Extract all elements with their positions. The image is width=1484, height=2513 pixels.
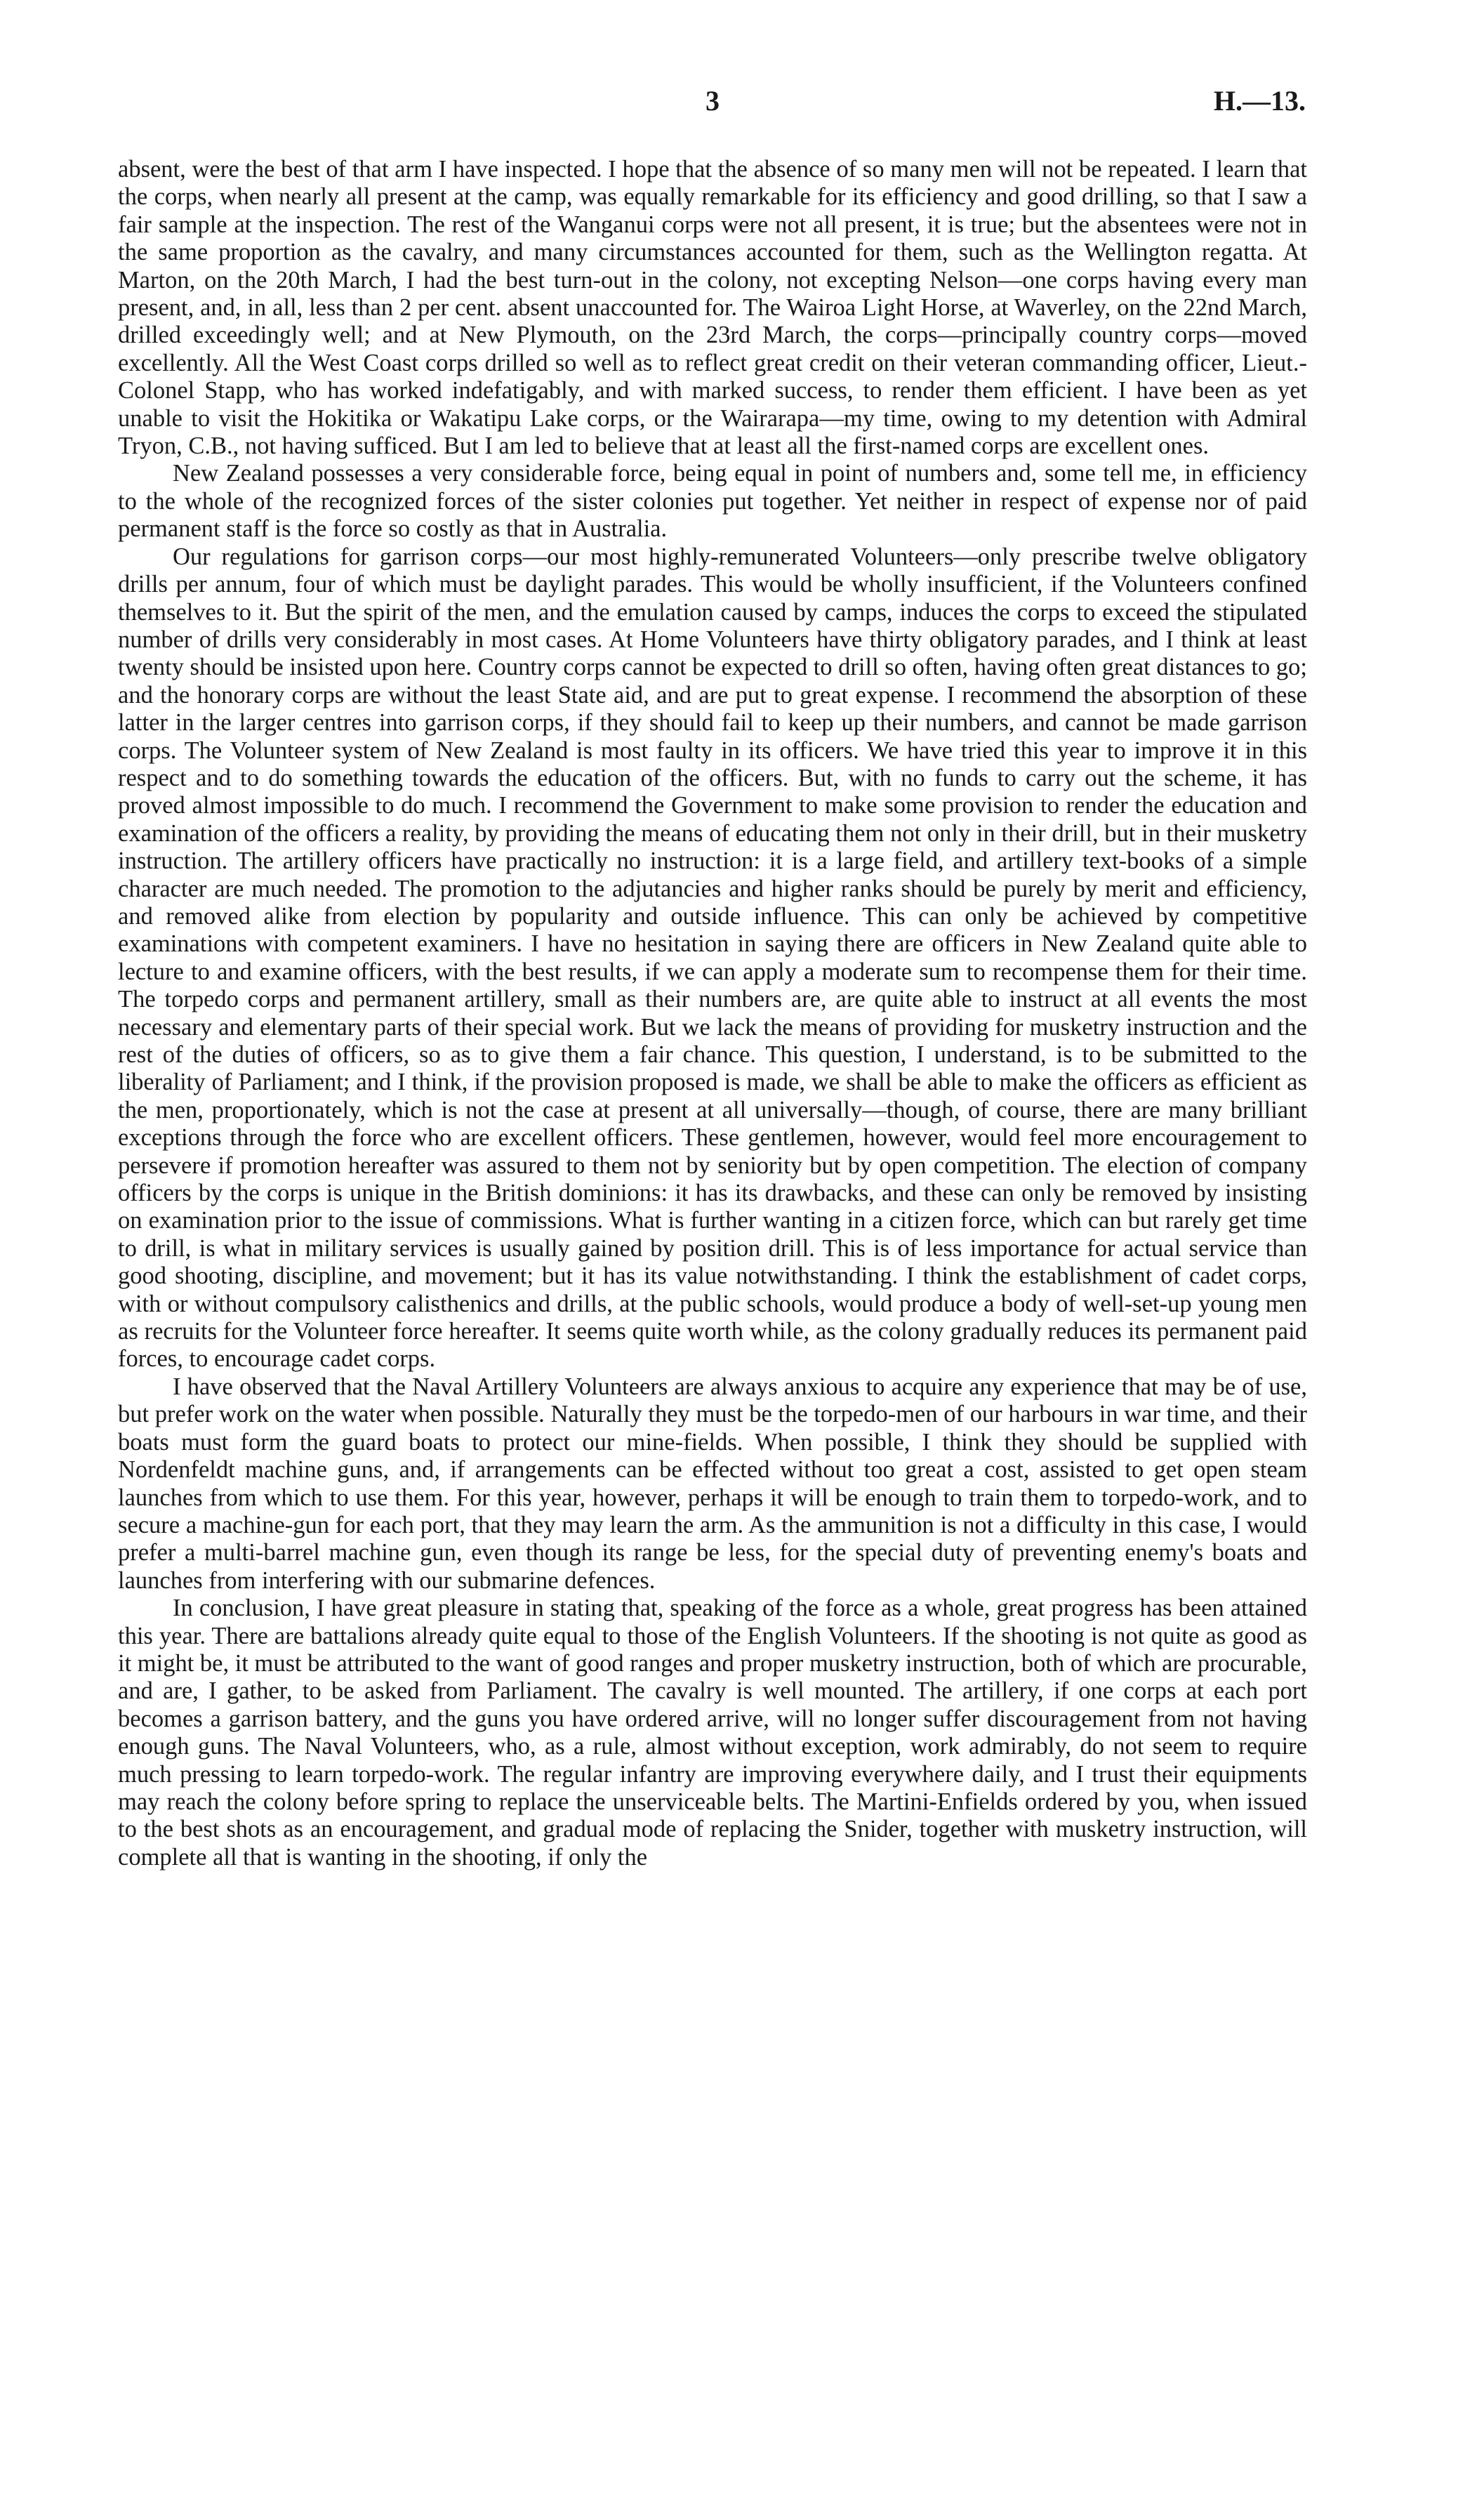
page-header bbox=[119, 84, 1306, 133]
document-reference: H.—13. bbox=[1213, 85, 1306, 117]
paragraph-continuation: absent, were the best of that arm I have inspected. I hope that the absence of so many men will not be repeated. I learn that the corps, when nearly all present at the camp, was equally remarkable for its efficiency and good drilling, so that I saw a fair sample at the inspection. The rest of the Wanganui corps were not all present, it is true; but the absentees were not in the same proportion as the cavalry, and many circumstances accounted for them, such as the Wellington regatta. At Marton, on the 20th March, I had the best turn-out in the colony, not excepting Nelson—one corps having every man present, and, in all, less than 2 per cent. absent unaccounted for. The Wairoa Light Horse, at Waverley, on the 22nd March, drilled exceedingly well; and at New Plymouth, on the 23rd March, the corps—principally country corps—moved excellently. All the West Coast corps drilled so well as to reflect great credit on their veteran commanding officer, Lieut.-Colonel Stapp, who has worked indefatigably, and with marked success, to render them efficient. I have been as yet unable to visit the Hokitika or Wakatipu Lake corps, or the Wairarapa—my time, owing to my detention with Admiral Tryon, C.B., not having sufficed. But I am led to believe that at least all the first-named corps are excellent ones. bbox=[118, 156, 1307, 460]
paragraph-conclusion: In conclusion, I have great pleasure in stating that, speaking of the force as a whole, great progress has been attained this year. There are battalions already quite equal to those of the English Volunteers. If the shooting is not quite as good as it might be, it must be attributed to the want of good ranges and proper musketry instruction, both of which are procurable, and are, I gather, to be asked from Parliament. The cavalry is well mounted. The artillery, if one corps at each port becomes a garrison battery, and the guns you have ordered arrive, will no longer suffer discouragement from not having enough guns. The Naval Volunteers, who, as a rule, almost without exception, work admirably, do not seem to require much pressing to learn torpedo-work. The regular infantry are improving everywhere daily, and I trust their equipments may reach the colony before spring to replace the unserviceable belts. The Martini-Enfields ordered by you, when issued to the best shots as an encouragement, and gradual mode of replacing the Snider, together with musketry instruction, will complete all that is wanting in the shooting, if only the bbox=[118, 1595, 1307, 1871]
body-text bbox=[118, 156, 1307, 1871]
paragraph-force-comparison: New Zealand possesses a very considerable force, being equal in point of numbers and, some tell me, in efficiency to the whole of the recognized forces of the sister colonies put together. Yet neither in respect of expense nor of paid permanent staff is the force so costly as that in Australia. bbox=[118, 460, 1307, 543]
page-number: 3 bbox=[705, 85, 720, 117]
paragraph-garrison-regulations: Our regulations for garrison corps—our most highly-remunerated Volunteers—only prescribe twelve obligatory drills per annum, four of which must be daylight parades. This would be wholly insufficient, if the Volunteers confined themselves to it. But the spirit of the men, and the emulation caused by camps, induces the corps to exceed the stipulated number of drills very considerably in most cases. At Home Volunteers have thirty obligatory parades, and I think at least twenty should be insisted upon here. Country corps cannot be expected to drill so often, having often great distances to go; and the honorary corps are without the least State aid, and are put to great expense. I recommend the absorption of these latter in the larger centres into garrison corps, if they should fail to keep up their numbers, and cannot be made garrison corps. The Volunteer system of New Zealand is most faulty in its officers. We have tried this year to improve it in this respect and to do something towards the education of the officers. But, with no funds to carry out the scheme, it has proved almost impossible to do much. I recommend the Government to make some provision to render the education and examination of the officers a reality, by providing the means of educating them not only in their drill, but in their musketry instruction. The artillery officers have practically no instruction: it is a large field, and artillery text-books of a simple character are much needed. The promotion to the adjutancies and higher ranks should be purely by merit and efficiency, and removed alike from election by popularity and outside influence. This can only be achieved by competitive examinations with competent examiners. I have no hesitation in saying there are officers in New Zealand quite able to lecture to and examine officers, with the best results, if we can apply a moderate sum to recompense them for their time. The torpedo corps and permanent artillery, small as their numbers are, are quite able to instruct at all events the most necessary and elementary parts of their special work. But we lack the means of providing for musketry instruction and the rest of the duties of officers, so as to give them a fair chance. This question, I understand, is to be submitted to the liberality of Parliament; and I think, if the provision proposed is made, we shall be able to make the officers as efficient as the men, proportionately, which is not the case at present at all universally—though, of course, there are many brilliant exceptions through the force who are excellent officers. These gentlemen, however, would feel more encouragement to persevere if promotion hereafter was assured to them not by seniority but by open competition. The election of company officers by the corps is unique in the British dominions: it has its drawbacks, and these can only be removed by insisting on examination prior to the issue of commissions. What is further wanting in a citizen force, which can but rarely get time to drill, is what in military services is usually gained by position drill. This is of less importance for actual service than good shooting, discipline, and movement; but it has its value notwithstanding. I think the establishment of cadet corps, with or without compulsory calisthenics and drills, at the public schools, would produce a body of well-set-up young men as recruits for the Volunteer force hereafter. It seems quite worth while, as the colony gradually reduces its permanent paid forces, to encourage cadet corps. bbox=[118, 543, 1307, 1373]
paragraph-naval-artillery: I have observed that the Naval Artillery Volunteers are always anxious to acquire any experience that may be of use, but prefer work on the water when possible. Naturally they must be the torpedo-men of our harbours in war time, and their boats must form the guard boats to protect our mine-fields. When possible, I think they should be supplied with Nordenfeldt machine guns, and, if arrangements can be effected without too great a cost, assisted to get open steam launches from which to use them. For this year, however, perhaps it will be enough to train them to torpedo-work, and to secure a machine-gun for each port, that they may learn the arm. As the ammunition is not a difficulty in this case, I would prefer a multi-barrel machine gun, even though its range be less, for the special duty of preventing enemy's boats and launches from interfering with our submarine defences. bbox=[118, 1373, 1307, 1594]
